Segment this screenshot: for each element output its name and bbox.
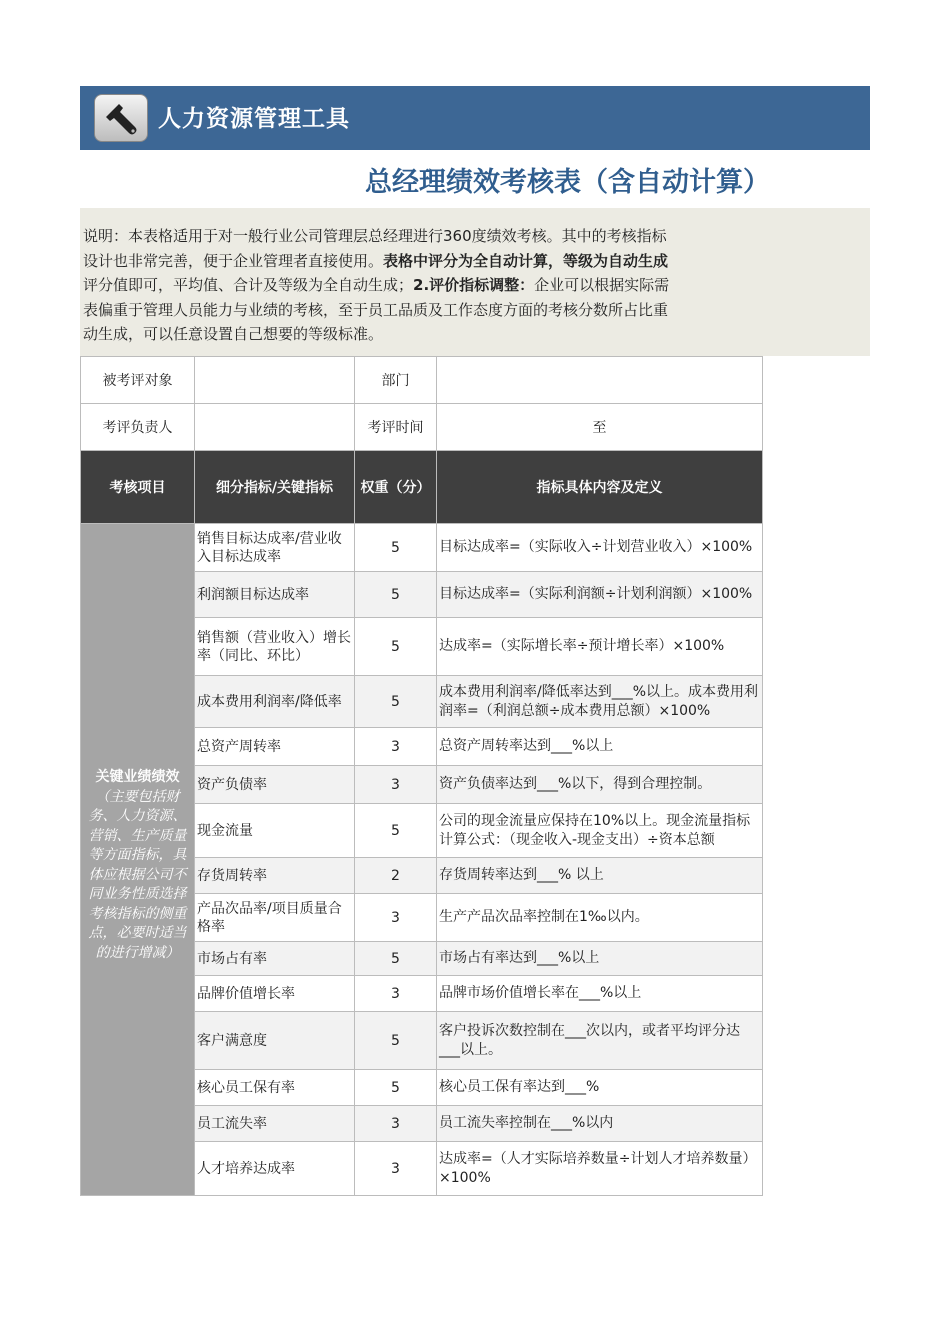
indicator-definition: 品牌市场价值增长率在___%以上 [437,976,763,1012]
indicator-name: 资产负债率 [195,766,355,804]
indicator-weight[interactable]: 3 [355,766,437,804]
indicator-name: 市场占有率 [195,942,355,976]
description-line [83,249,763,274]
indicator-name: 产品次品率/项目质量合格率 [195,894,355,942]
category-note: （主要包括财务、人力资源、营销、生产质量等方面指标，具体应根据公司不同业务性质选择考核指标的侧重点，必要时适当的进行增减） [88,788,187,961]
indicator-name: 总资产周转率 [195,728,355,766]
indicator-definition: 达成率=（人才实际培养数量÷计划人才培养数量）×100% [437,1142,763,1196]
description-box [80,208,870,356]
table-header [81,451,763,524]
dept-field[interactable] [437,357,763,404]
indicator-name: 员工流失率 [195,1106,355,1142]
owner-label: 考评负责人 [81,404,195,451]
indicator-weight[interactable]: 3 [355,1106,437,1142]
indicator-weight[interactable]: 3 [355,976,437,1012]
indicator-name: 存货周转率 [195,858,355,894]
indicator-name: 品牌价值增长率 [195,976,355,1012]
indicator-weight[interactable]: 5 [355,1012,437,1070]
info-row [81,357,763,404]
description-text-part: 企业可以根据实际需 [534,276,670,294]
indicator-definition: 目标达成率=（实际收入÷计划营业收入）×100% [437,524,763,572]
indicator-definition: 总资产周转率达到___%以上 [437,728,763,766]
description-text [83,224,763,354]
dept-label: 部门 [355,357,437,404]
info-row [81,404,763,451]
category-title: 关键业绩绩效 [95,769,180,785]
indicator-weight[interactable]: 3 [355,1142,437,1196]
owner-field[interactable] [195,404,355,451]
indicator-weight[interactable]: 2 [355,858,437,894]
app-title: 人力资源管理工具 [158,106,350,132]
description-emphasis: 表格中评分为全自动计算，等级为自动生成 [383,251,669,270]
indicator-name: 客户满意度 [195,1012,355,1070]
indicator-weight[interactable]: 5 [355,676,437,728]
indicator-weight[interactable]: 5 [355,524,437,572]
column-header-indicator: 细分指标/关键指标 [195,451,355,524]
indicator-definition: 市场占有率达到___%以上 [437,942,763,976]
indicator-weight[interactable]: 3 [355,894,437,942]
subject-field[interactable] [195,357,355,404]
wrench-icon [94,94,148,142]
indicator-name: 销售目标达成率/营业收入目标达成率 [195,524,355,572]
indicator-weight[interactable]: 5 [355,618,437,676]
column-header-weight: 权重（分） [355,451,437,524]
indicator-definition: 存货周转率达到___% 以上 [437,858,763,894]
assessment-table [80,356,763,1196]
indicator-definition: 核心员工保有率达到___% [437,1070,763,1106]
indicator-name: 人才培养达成率 [195,1142,355,1196]
page-title: 总经理绩效考核表（含自动计算） [365,167,770,198]
indicator-definition: 成本费用利润率/降低率达到___%以上。成本费用利润率=（利润总额÷成本费用总额）×100% [437,676,763,728]
column-header-definition: 指标具体内容及定义 [437,451,763,524]
indicator-definition: 目标达成率=（实际利润额÷计划利润额）×100% [437,572,763,618]
indicator-definition: 生产产品次品率控制在1‰以内。 [437,894,763,942]
indicator-weight[interactable]: 5 [355,1070,437,1106]
indicator-weight[interactable]: 5 [355,942,437,976]
description-line: 表偏重于管理人员能力与业绩的考核，至于员工品质及工作态度方面的考核分数所占比重 [83,300,669,319]
indicator-name: 现金流量 [195,804,355,858]
description-line: 说明：本表格适用于对一般行业公司管理层总经理进行360度绩效考核。其中的考核指标 [83,227,667,245]
indicator-weight[interactable]: 5 [355,804,437,858]
indicator-definition: 资产负债率达到___%以下，得到合理控制。 [437,766,763,804]
indicator-definition: 达成率=（实际增长率÷预计增长率）×100% [437,618,763,676]
subject-label: 被考评对象 [81,357,195,404]
indicator-definition: 客户投诉次数控制在___次以内，或者平均评分达___以上。 [437,1012,763,1070]
indicator-weight[interactable]: 5 [355,572,437,618]
indicator-name: 销售额（营业收入）增长率（同比、环比） [195,618,355,676]
indicator-name: 核心员工保有率 [195,1070,355,1106]
column-header-item: 考核项目 [81,451,195,524]
indicator-name: 成本费用利润率/降低率 [195,676,355,728]
time-field[interactable]: 至 [437,404,763,451]
description-text-part: 评分值即可，平均值、合计及等级为全自动生成； [83,276,414,294]
description-line: 动生成，可以任意设置自己想要的等级标准。 [83,325,384,343]
indicator-definition: 员工流失率控制在___%以内 [437,1106,763,1142]
indicator-name: 利润额目标达成率 [195,572,355,618]
category-text [81,524,194,963]
table-row [81,524,763,572]
indicator-definition: 公司的现金流量应保持在10%以上。现金流量指标计算公式：（现金收入-现金支出）÷资本总额 [437,804,763,858]
description-emphasis: 2.评价指标调整： [413,276,535,294]
category-cell [81,524,195,1196]
time-label: 考评时间 [355,404,437,451]
description-line [83,273,763,298]
app-banner [80,86,870,150]
indicator-weight[interactable]: 3 [355,728,437,766]
description-text-part: 设计也非常完善，便于企业管理者直接使用。 [83,251,384,270]
